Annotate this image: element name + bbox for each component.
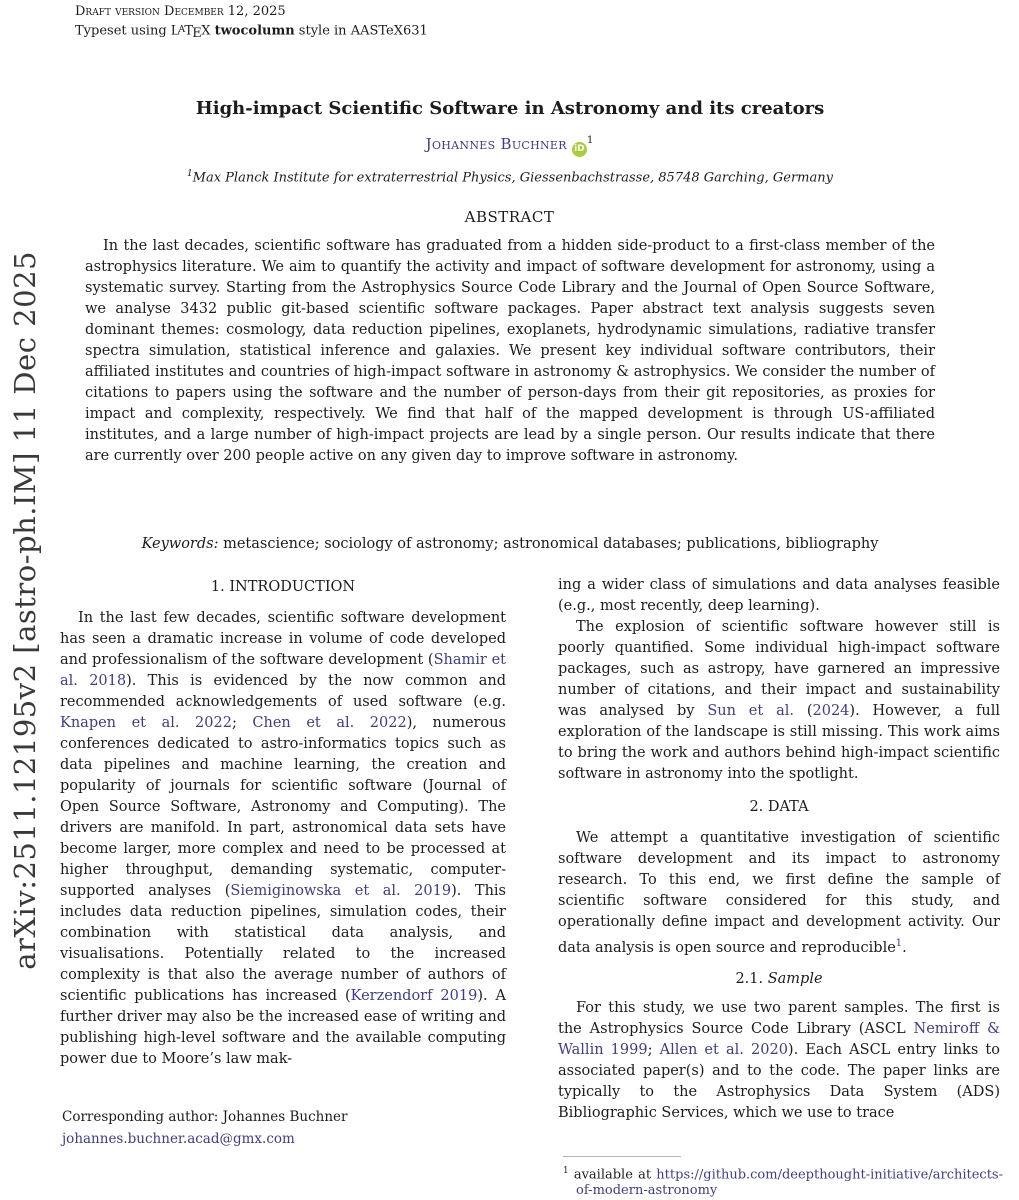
affiliation-text: Max Planck Institute for extraterrestrial Physics, Giessenbachstrasse, 85748 Garching, Germany	[192, 170, 833, 186]
footnote-url-link[interactable]: https://github.com/deepthought-initiative/architects-of-modern-astronomy	[576, 1167, 1003, 1199]
text-segment: ). However, a full exploration of the landscape is still missing. This work aims to bring the work and authors behind high-impact scientific software in astronomy into the spotlight.	[558, 703, 1000, 782]
text-segment: Keywords:	[141, 536, 224, 552]
citation-link-allen-2020[interactable]: Allen et al. 2020	[659, 1041, 788, 1058]
citation-link-nemiroff-wallin-1999[interactable]: Nemiroff & Wallin 1999	[558, 1020, 1000, 1058]
data-paragraph	[558, 828, 1000, 959]
text-segment: In the last few decades, scientific software development has seen a dramatic increase in volume of code developed and professionalism of the software development (	[60, 610, 506, 668]
text-segment: 2.1.	[735, 970, 768, 987]
text-segment: T	[184, 23, 193, 39]
text-segment: A	[178, 24, 186, 35]
arxiv-watermark-text: arXiv:2511.12195v2 [astro-ph.IM] 11 Dec 2025	[8, 250, 42, 970]
text-segment: ;	[647, 1041, 660, 1058]
typeset-line	[75, 21, 428, 43]
right-column	[558, 575, 1000, 1124]
citation-link-sun[interactable]: Sun et al.	[707, 703, 794, 719]
footnote-1	[563, 1156, 1003, 1199]
text-segment: ). A further driver may also be the increased ease of writing and publishing high-level software and the available computing power due to Moore’s law mak-	[60, 988, 506, 1067]
affiliation-mark: 1	[187, 169, 193, 179]
citation-link-kerzendorf-2019[interactable]: Kerzendorf 2019	[350, 988, 478, 1004]
citation-link-knapen-2022[interactable]: Knapen et al. 2022	[60, 715, 232, 731]
text-segment: For this study, we use two parent samples. The first is the Astrophysics Source Code Library (ASCL	[558, 999, 1000, 1037]
text-segment: ). This is evidenced by the now common and recommended acknowledgements of used software (e.g.	[60, 673, 506, 710]
keywords-line	[85, 536, 935, 552]
text-segment: style in AASTeX631	[294, 23, 428, 39]
intro-paragraph	[60, 608, 506, 1070]
footnote-text	[563, 1163, 1003, 1199]
subsection-2-1-heading	[558, 969, 1000, 990]
text-segment: ), numerous conferences dedicated to astro-informatics topics such as data pipelines and machine learning, the creation and popularity of journals for scientific software (Journal of Open Source Software, Astronomy and Computing). The drivers are manifold. In part, astronomical data sets have become larger, more complex and need to be processed at higher throughput, demanding systematic, computer-supported analyses (	[60, 715, 506, 899]
text-segment: twocolumn	[214, 23, 295, 39]
text-segment: ). Each ASCL entry links to associated paper(s) and to the code. The paper links are typically to the Astrophysics Data System (ADS) Bibliographic Services, which we use to trace	[558, 1041, 1000, 1121]
arxiv-watermark	[0, 228, 50, 992]
citation-link-sun-2024[interactable]: 2024	[812, 703, 850, 719]
citation-link-chen-2022[interactable]: Chen et al. 2022	[252, 715, 407, 731]
corresponding-author-block	[62, 1106, 508, 1150]
author-name-link[interactable]: Johannes Buchner	[425, 135, 567, 153]
draft-version-line: Draft version December 12, 2025	[75, 4, 286, 19]
orcid-icon[interactable]: iD	[572, 142, 587, 157]
paper-title: High-impact Scientific Software in Astronomy and its creators	[195, 98, 825, 119]
text-segment: Typeset using L	[75, 23, 180, 39]
text-segment: X	[201, 23, 215, 39]
corresponding-author-email-link[interactable]: johannes.buchner.acad@gmx.com	[62, 1131, 295, 1147]
text-segment: .	[902, 939, 907, 956]
abstract-text: In the last decades, scientific software has graduated from a hidden side-product to a first-class member of the astrophysics literature. We aim to quantify the activity and impact of software development for astronomy, using a systematic survey. Starting from the Astrophysics Source Code Library and the Journal of Open Source Software, we analyse 3432 public git-based scientific software packages. Paper abstract text analysis suggests seven dominant themes: cosmology, data reduction pipelines, exoplanets, hydrodynamic simulations, radiative transfer spectra simulation, statistical inference and galaxies. We present key individual software contributors, their affiliated institutes and countries of high-impact software in astronomy & astrophysics. We consider the number of citations to papers using the software and the number of person-days from their git repositories, as proxies for impact and complexity, respectively. We find that half of the mapped development is through US-affiliated institutes, and a large number of high-impact projects are lead by a single person. Our results indicate that there are currently over 200 people active on any given day to improve software in astronomy.	[85, 238, 935, 464]
author-affiliation-mark: 1	[586, 135, 594, 146]
text-segment: Sample	[767, 970, 823, 987]
affiliation-line	[110, 169, 910, 185]
text-segment: E	[192, 26, 202, 42]
sample-paragraph	[558, 998, 1000, 1124]
section-1-heading: 1. INTRODUCTION	[210, 579, 356, 595]
footnote-rule	[563, 1156, 681, 1157]
explosion-paragraph	[558, 617, 1000, 785]
citation-link-siemiginowska-2019[interactable]: Siemiginowska et al. 2019	[230, 883, 452, 899]
left-column	[60, 575, 506, 1070]
footnote-ref-link[interactable]: 1	[895, 938, 903, 949]
text-segment: ;	[231, 715, 253, 731]
text-segment: available at	[568, 1167, 657, 1183]
text-segment: metascience; sociology of astronomy; astronomical databases; publications, bibliography	[223, 536, 879, 552]
text-segment: We attempt a quantitative investigation of scientific software development and its impact to astronomy research. To this end, we first define the sample of scientific software considered for this study, and operationally define impact and development activity. Our data analysis is open source and reproducible	[558, 830, 1000, 956]
author-line	[0, 135, 1019, 157]
corresponding-author-label: Corresponding author: Johannes Buchner	[62, 1109, 348, 1125]
citation-link-shamir-2018[interactable]: Shamir et al. 2018	[60, 652, 506, 689]
continuation-paragraph: ing a wider class of simulations and data analyses feasible (e.g., most recently, deep learning).	[558, 577, 1000, 614]
section-2-heading: 2. DATA	[749, 799, 809, 815]
draft-header	[75, 3, 428, 43]
abstract-heading: ABSTRACT	[464, 208, 555, 226]
text-segment: (	[793, 703, 813, 719]
text-segment: 1	[563, 1166, 569, 1176]
text-segment: ). This includes data reduction pipelines, simulation codes, their combination with statistical data analysis, and visualisations. Potentially related to the increased complexity is that also the average number of authors of scientific publications has increased (	[60, 883, 506, 1004]
text-segment: The explosion of scientific software however still is poorly quantified. Some individual high-impact software packages, such as astropy, have garnered an impressive number of citations, and their impact and sustainability was analysed by	[558, 619, 1000, 719]
